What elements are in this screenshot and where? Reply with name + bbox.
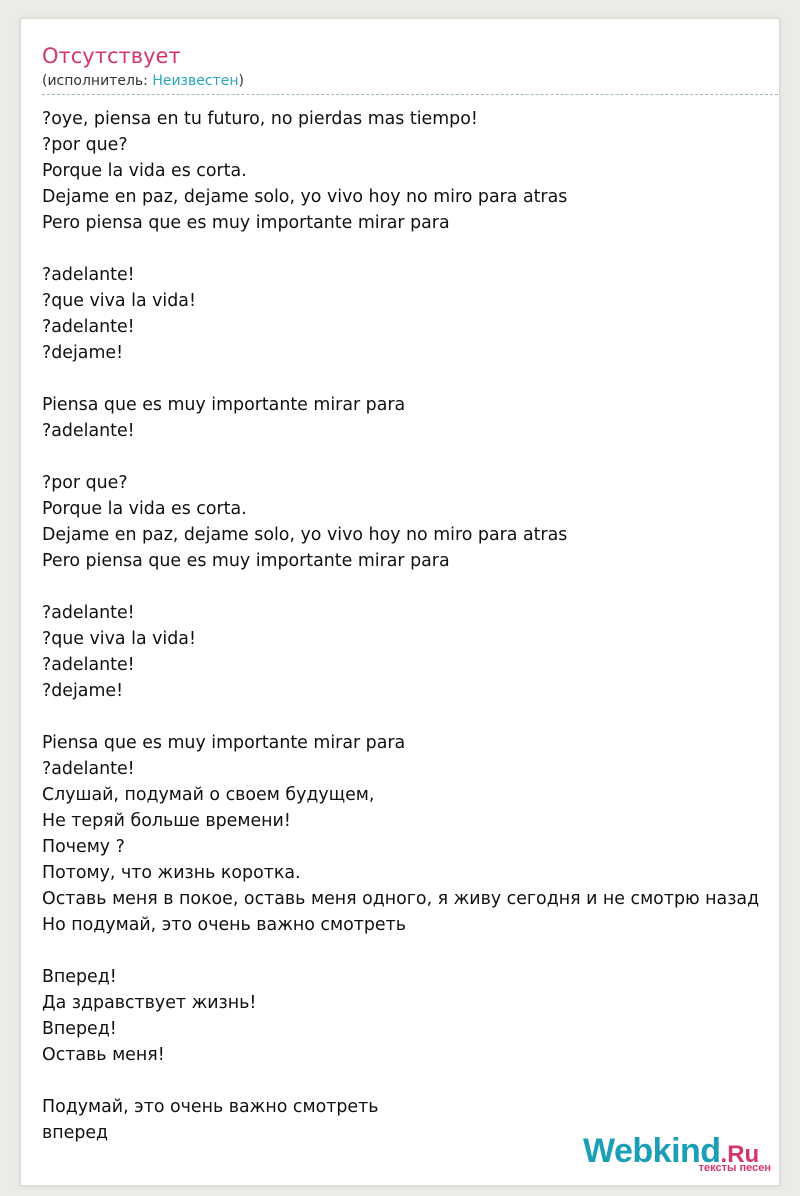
lyric-line: Dejame en paz, dejame solo, yo vivo hoy no miro para atras <box>42 187 568 207</box>
lyric-line: Dejame en paz, dejame solo, yo vivo hoy no miro para atras <box>42 525 568 545</box>
lyric-line: Porque la vida es corta. <box>42 161 247 181</box>
lyric-line: Porque la vida es corta. <box>42 499 247 519</box>
webkind-logo[interactable] <box>583 1132 775 1176</box>
lyric-line: Вперед! <box>42 1019 117 1039</box>
lyric-line: Piensa que es muy importante mirar para <box>42 733 406 753</box>
song-page <box>20 18 780 1186</box>
artist-prefix: (исполнитель: <box>42 73 153 89</box>
logo-tld: .Ru <box>720 1141 760 1168</box>
stanza-gap <box>42 444 778 470</box>
stanza-gap <box>42 704 778 730</box>
lyric-line: ?adelante! <box>42 759 135 779</box>
lyric-line: Слушай, подумай о своем будущем, <box>42 785 375 805</box>
lyric-line: Подумай, это очень важно смотреть <box>42 1097 379 1117</box>
lyric-line: ?dejame! <box>42 343 124 363</box>
logo-brand-name: Webkind <box>583 1132 721 1170</box>
lyric-line: Почему ? <box>42 837 125 857</box>
artist-link[interactable]: Неизвестен <box>152 73 239 89</box>
lyric-line: ?que viva la vida! <box>42 629 196 649</box>
lyric-line: ?por que? <box>42 135 128 155</box>
lyric-line: Pero piensa que es muy importante mirar para <box>42 213 450 233</box>
lyric-line: Да здравствует жизнь! <box>42 993 257 1013</box>
stanza-gap <box>42 938 778 964</box>
song-title: Отсутствует <box>42 44 181 68</box>
lyric-line: ?oye, piensa en tu futuro, no pierdas mas tiempo! <box>42 109 478 129</box>
lyric-line: Оставь меня! <box>42 1045 165 1065</box>
lyric-line: Потому, что жизнь коротка. <box>42 863 301 883</box>
stanza-gap <box>42 366 778 392</box>
lyric-line: ?adelante! <box>42 655 135 675</box>
artist-suffix: ) <box>238 73 244 89</box>
lyric-line: Piensa que es muy importante mirar para <box>42 395 406 415</box>
stanza-gap <box>42 1068 778 1094</box>
lyric-line: ?adelante! <box>42 603 135 623</box>
lyric-line: ?dejame! <box>42 681 124 701</box>
lyric-line: Не теряй больше времени! <box>42 811 291 831</box>
lyric-line: ?adelante! <box>42 421 135 441</box>
lyric-line: ?que viva la vida! <box>42 291 196 311</box>
lyric-line: ?adelante! <box>42 317 135 337</box>
lyrics <box>42 106 778 1146</box>
lyric-line: Оставь меня в покое, оставь меня одного, я живу сегодня и не смотрю назад <box>42 889 760 909</box>
lyric-line: Вперед! <box>42 967 117 987</box>
lyric-line: Pero piensa que es muy importante mirar para <box>42 551 450 571</box>
lyric-line: вперед <box>42 1123 109 1143</box>
stanza-gap <box>42 236 778 262</box>
logo-tagline: тексты песен <box>698 1162 771 1174</box>
lyric-line: Но подумай, это очень важно смотреть <box>42 915 406 935</box>
artist-line <box>42 73 244 90</box>
title-divider <box>42 94 778 95</box>
stanza-gap <box>42 574 778 600</box>
lyric-line: ?por que? <box>42 473 128 493</box>
lyric-line: ?adelante! <box>42 265 135 285</box>
